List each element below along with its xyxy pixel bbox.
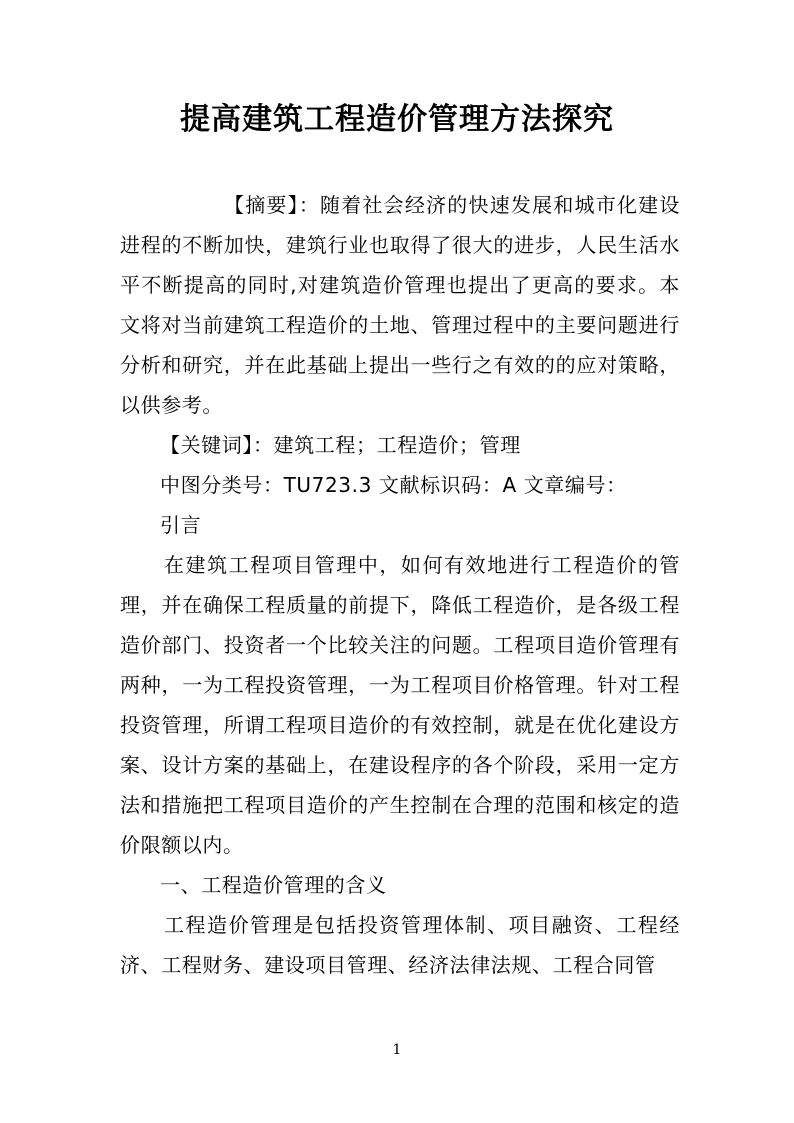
- document-title: 提高建筑工程造价管理方法探究: [180, 102, 614, 137]
- keywords-paragraph: 【关键词】：建筑工程；工程造价；管理: [160, 433, 521, 457]
- abstract-paragraph: 【摘要】：随着社会经济的快速发展和城市化建设进程的不断加快，建筑行业也取得了很大的进步，人民生活水平不断提高的同时,对建筑造价管理也提出了更高的要求。本文将对当前建筑工程造价的土地、管理过程中的主要问题进行分析和研究，并在此基础上提出一些行之有效的的应对策略，以供参考。: [120, 193, 680, 417]
- document-body: [120, 185, 680, 985]
- classification-paragraph: 中图分类号：TU723.3 文献标识码：A 文章编号：: [160, 473, 627, 497]
- page-number: 1: [392, 1042, 402, 1058]
- section-heading-definition: 一、工程造价管理的含义: [160, 873, 387, 897]
- introduction-paragraph: 在建筑工程项目管理中，如何有效地进行工程造价的管理，并在确保工程质量的前提下，降低工程造价，是各级工程造价部门、投资者一个比较关注的问题。工程项目造价管理有两种，一为工程投资管理，一为工程项目价格管理。针对工程投资管理，所谓工程项目造价的有效控制，就是在优化建设方案、设计方案的基础上，在建设程序的各个阶段，采用一定方法和措施把工程项目造价的产生控制在合理的范围和核定的造价限额以内。: [120, 553, 680, 857]
- definition-paragraph: 工程造价管理是包括投资管理体制、项目融资、工程经济、工程财务、建设项目管理、经济法律法规、工程合同管: [120, 913, 680, 977]
- section-heading-introduction: 引言: [160, 513, 202, 537]
